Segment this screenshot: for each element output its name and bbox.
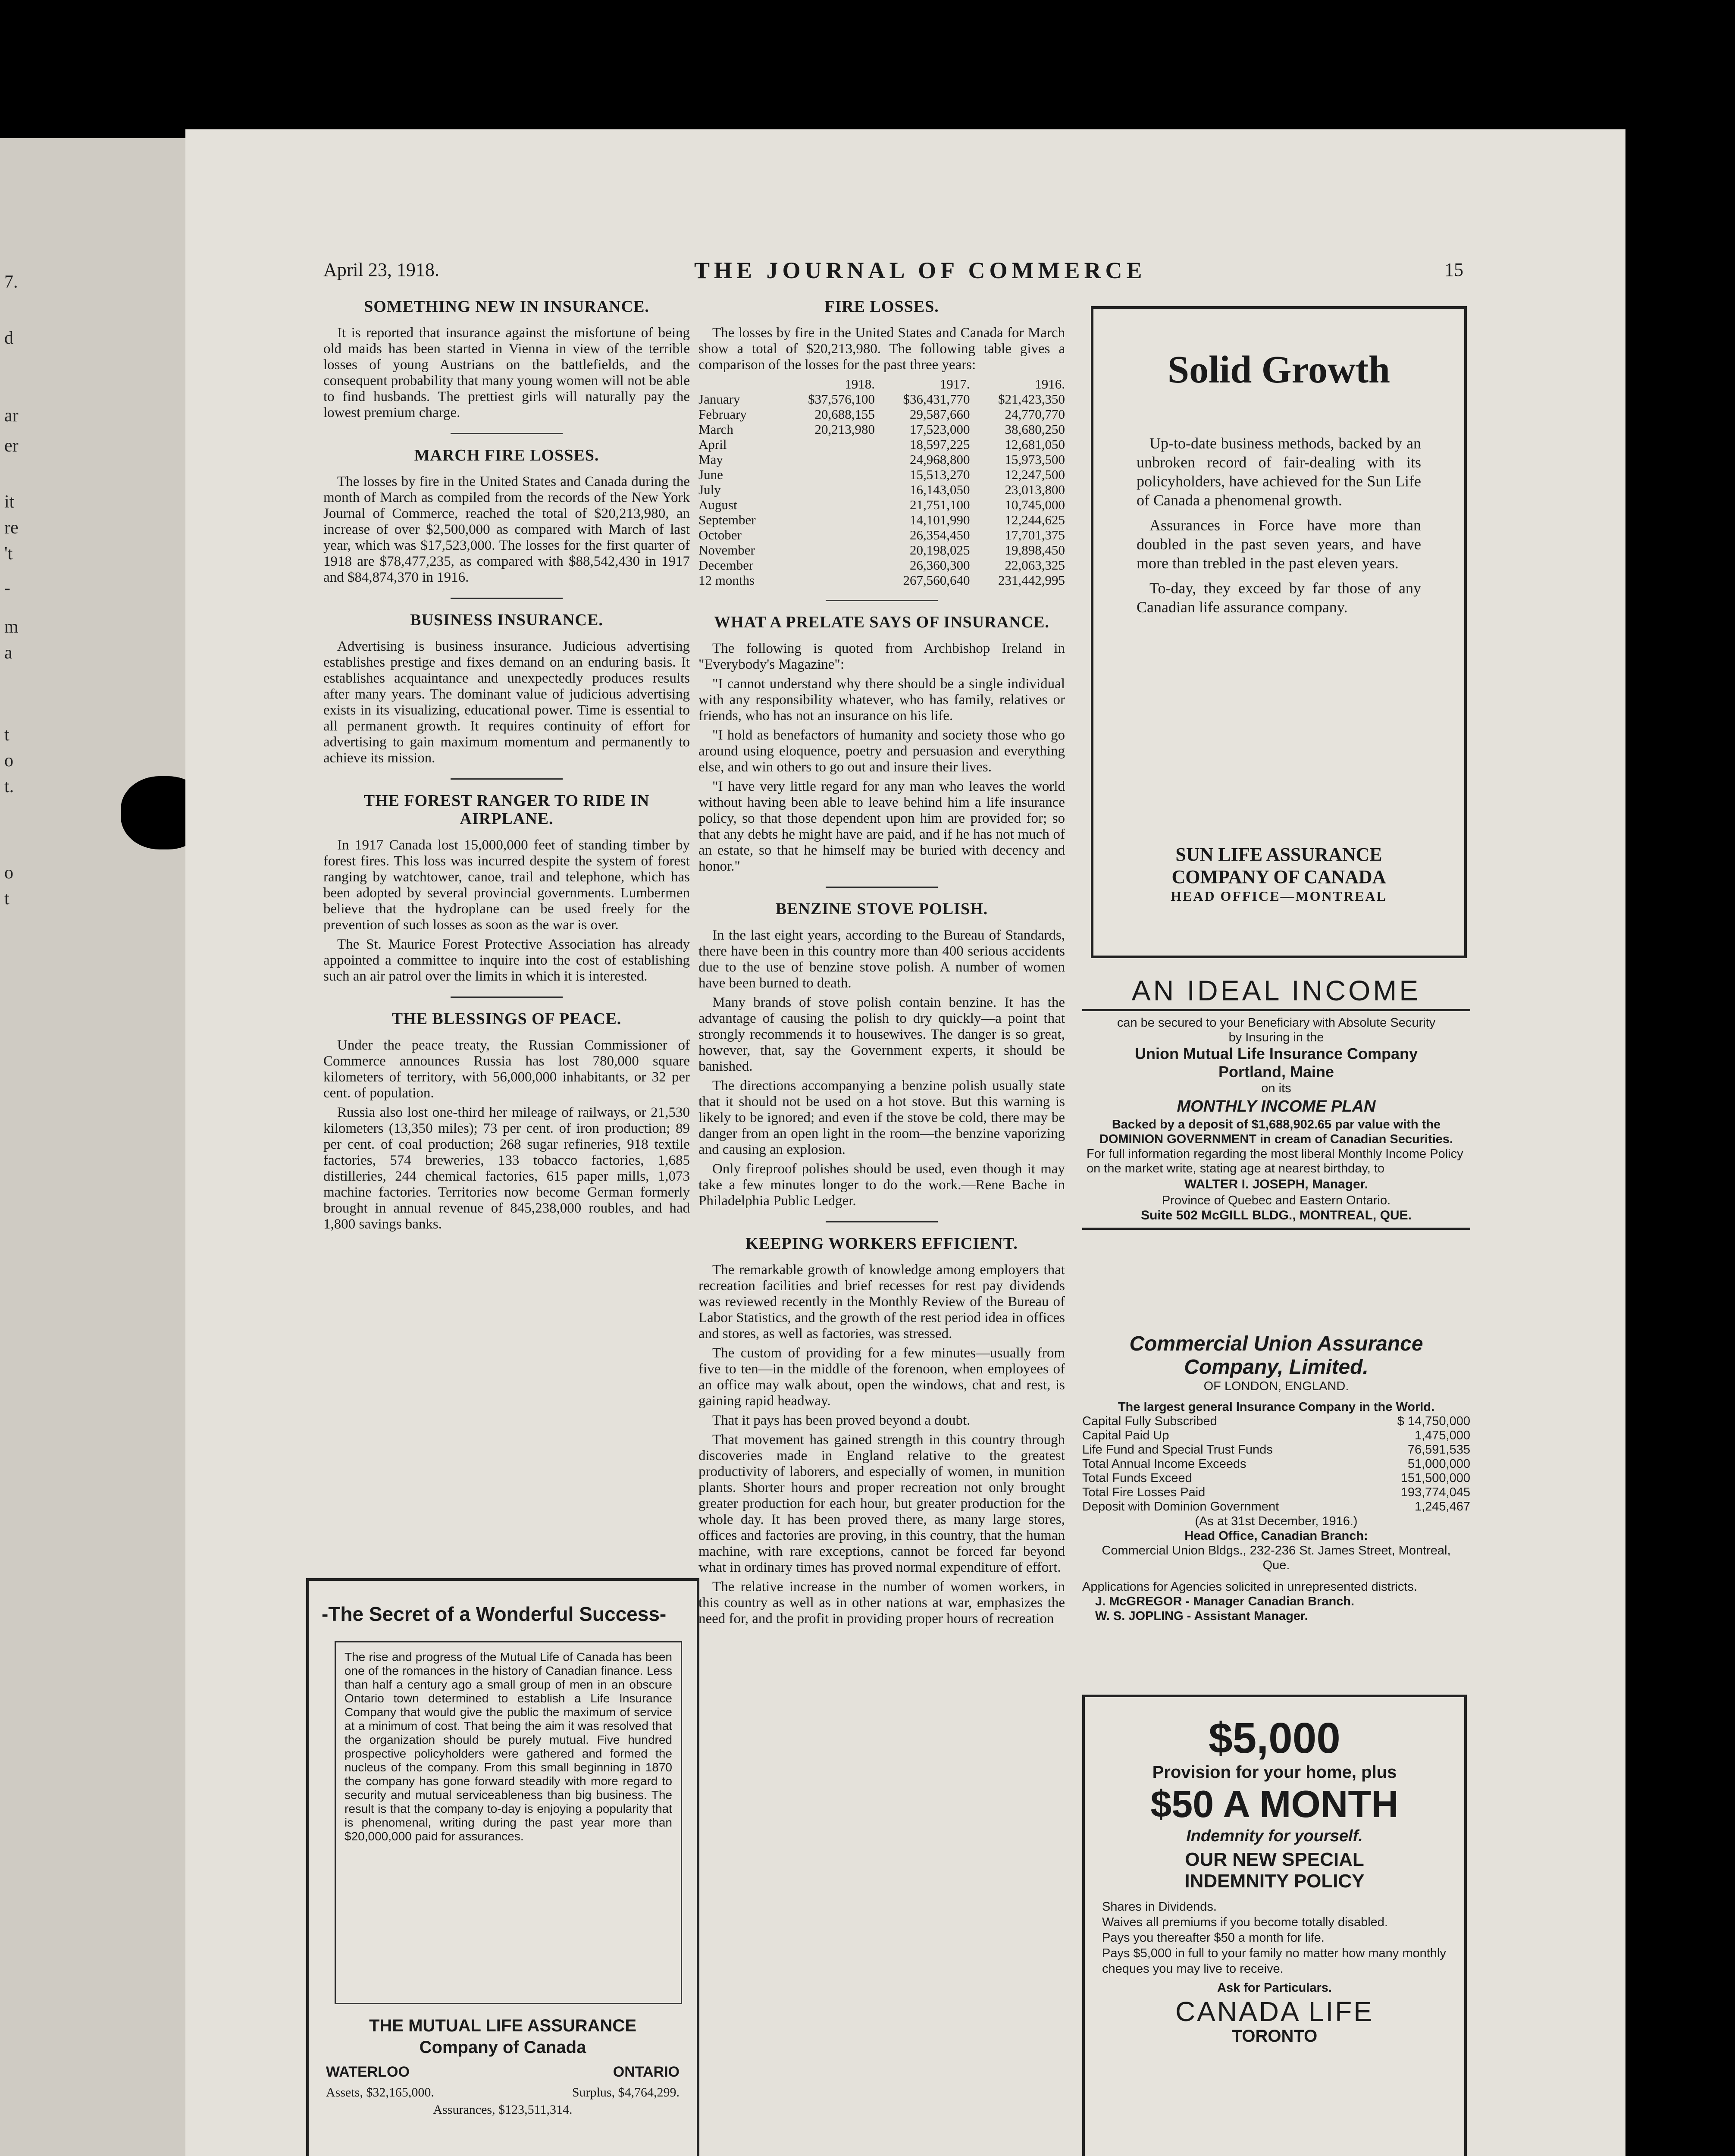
ad-body bbox=[1137, 434, 1421, 623]
table-cell-value bbox=[780, 558, 875, 573]
article-text: The losses by fire in the United States and Canada during the month of March as compiled from the records of the New York Journal of Commerce, reached the total of $20,213,980, an increase of over $2,500,000 as compared with March of last year, which was $17,523,000. The losses for the first quarter of 1918 are $78,477,235, as compared with $88,542,430 in 1917 and $84,874,370 in 1916. bbox=[323, 474, 690, 585]
table-row bbox=[698, 558, 1065, 573]
left-page-text-fragment: t bbox=[4, 889, 9, 909]
table-cell-value: 151,500,000 bbox=[1400, 1471, 1470, 1485]
ad-body-text: The rise and progress of the Mutual Life of Canada has been one of the romances in the history of Canadian finance. Less than half a century ago a small group of men in an obscure Ontario town determined to establish a Life Insurance Company that would give the public the maximum of service at a minimum of cost. That being the aim it was resolved that the organization should be purely mutual. Five hundred prospective policyholders were gathered and formed the nucleus of the company. From this small beginning in 1870 the company has gone forward steadily with more regard to security and mutual serviceableness than big business. The result is that the company to-day is enjoying a popularity that is phenomenal, writing during the past year more than $20,000,000 paid for assurances. bbox=[344, 1650, 672, 1843]
table-cell-value: 26,354,450 bbox=[910, 527, 970, 542]
ad-headline-2: $50 A MONTH bbox=[1150, 1783, 1399, 1825]
ad-line: For full information regarding the most liberal Monthly Income Policy on the market write, stating age at nearest birthday, to bbox=[1087, 1147, 1463, 1175]
ad-paragraph: Assurances in Force have more than doubled in the past seven years, and have more than trebled in the past eleven years. bbox=[1137, 517, 1421, 572]
ad-paragraph: To-day, they exceed by far those of any Canadian life assurance company. bbox=[1137, 580, 1421, 616]
table-cell-value: 76,591,535 bbox=[1407, 1443, 1470, 1457]
left-page-text-fragment: 't bbox=[4, 544, 13, 564]
article-title: BENZINE STOVE POLISH. bbox=[775, 900, 988, 918]
table-cell-month: April bbox=[698, 437, 727, 452]
table-cell-label: Life Fund and Special Trust Funds bbox=[1082, 1443, 1273, 1457]
company-assets: Assets, $32,165,000. bbox=[326, 2085, 434, 2100]
article-title: THE FOREST RANGER TO RIDE IN AIRPLANE. bbox=[363, 792, 650, 828]
article-text: "I hold as benefactors of humanity and society those who go around using eloquence, poetry and persuasion and everything else, and win others to go out and insure their lives. bbox=[698, 727, 1065, 775]
article-title: KEEPING WORKERS EFFICIENT. bbox=[745, 1235, 1018, 1253]
ad-headline: Commercial Union Assurance bbox=[1129, 1332, 1423, 1355]
article-text: The directions accompanying a benzine polish usually state that it should not be used on a hot stove. But this warning is likely to be ignored; and even if the stove be cold, there may be danger from an open light in the room—the benzine vaporizing and causing an explosion. bbox=[698, 1078, 1065, 1157]
table-cell-value: 51,000,000 bbox=[1407, 1457, 1470, 1471]
table-cell-value: 15,973,500 bbox=[1005, 452, 1065, 467]
divider bbox=[451, 997, 563, 998]
column-2 bbox=[698, 298, 1065, 1630]
ad-line: Applications for Agencies solicited in unrepresented districts. bbox=[1082, 1580, 1417, 1594]
table-cell-value: 267,560,640 bbox=[903, 573, 970, 588]
table-cell-value: 193,774,045 bbox=[1400, 1485, 1470, 1499]
union-mutual-ad bbox=[1082, 975, 1470, 1230]
ad-headline-line2: Company, Limited. bbox=[1184, 1356, 1369, 1379]
table-row bbox=[1082, 1457, 1470, 1471]
ad-line: Pays you thereafter $50 a month for life. bbox=[1102, 1931, 1325, 1945]
column-1 bbox=[323, 298, 690, 1236]
divider bbox=[451, 433, 563, 434]
table-row bbox=[698, 497, 1065, 512]
company-assurances: Assurances, $123,511,314. bbox=[433, 2103, 573, 2117]
table-cell-value: 16,143,050 bbox=[910, 482, 970, 497]
table-cell-value bbox=[780, 512, 875, 527]
ad-headline: Solid Growth bbox=[1168, 348, 1390, 391]
table-cell-label: Total Funds Exceed bbox=[1082, 1471, 1192, 1485]
ad-line: Head Office, Canadian Branch: bbox=[1184, 1529, 1368, 1543]
sun-life-ad bbox=[1091, 306, 1467, 958]
table-cell-value bbox=[780, 542, 875, 558]
left-page-text-fragment: t. bbox=[4, 777, 14, 796]
divider bbox=[451, 778, 563, 780]
table-row bbox=[1082, 1485, 1470, 1500]
table-row bbox=[698, 422, 1065, 437]
table-cell-value: 10,745,000 bbox=[1005, 497, 1065, 512]
table-row bbox=[698, 452, 1065, 467]
table-cell-value: 1,245,467 bbox=[1414, 1500, 1470, 1514]
ad-subtitle: OF LONDON, ENGLAND. bbox=[1203, 1379, 1349, 1393]
article-title: BUSINESS INSURANCE. bbox=[410, 611, 603, 629]
left-page-text-fragment: t bbox=[4, 725, 9, 745]
article-text: It is reported that insurance against the misfortune of being old maids has been started in Vienna in view of the terrible losses of young Austrians on the battlefields, and the consequent probability that many young women will not be able to find husbands. The prettiest girls will naturally pay the lowest premium charge. bbox=[323, 325, 690, 420]
left-page-fragment bbox=[0, 138, 185, 2156]
table-cell-value bbox=[780, 527, 875, 542]
table-cell-month: November bbox=[698, 542, 755, 558]
table-cell-month: June bbox=[698, 467, 723, 482]
table-row bbox=[698, 407, 1065, 422]
table-cell-value: 26,360,300 bbox=[910, 558, 970, 573]
article-text: Advertising is business insurance. Judicious advertising establishes prestige and fixes demand on an enduring basis. It establishes acquaintance and unexpectedly produces results after many years. The dominant value of judicious advertising exists in its visualizing, educational power. Time is essential to all permanent growth. It requires continuity of effort for advertising to gain maximum momentum and permanently to achieve its mission. bbox=[323, 639, 690, 766]
table-cell-value: 14,101,990 bbox=[910, 512, 970, 527]
table-row bbox=[698, 527, 1065, 542]
table-row bbox=[698, 482, 1065, 497]
table-cell-value: 12,244,625 bbox=[1005, 512, 1065, 527]
left-page-text-fragment: er bbox=[4, 436, 19, 456]
article-text: "I cannot understand why there should be a single individual with any responsibility whatever, who has family, relatives or friends, who has not an insurance on his life. bbox=[698, 676, 1065, 724]
table-row bbox=[1082, 1471, 1470, 1485]
table-cell-value bbox=[780, 437, 875, 452]
table-cell-value: 12,247,500 bbox=[1005, 467, 1065, 482]
logo-line: COMPANY OF CANADA bbox=[1171, 866, 1386, 887]
column-header: 1917. bbox=[940, 376, 970, 392]
table-cell-value: 18,597,225 bbox=[910, 437, 970, 452]
company-surplus: Surplus, $4,764,299. bbox=[572, 2085, 680, 2100]
table-cell-month: December bbox=[698, 558, 754, 573]
article-text: "I have very little regard for any man who leaves the world without having been able to leave behind him a life insurance policy, so that those dependent upon him are provided for; so that any debts he might have are paid, and if he has not much of an estate, so that he himself may be buried with decency and honor." bbox=[698, 779, 1065, 874]
article-title: FIRE LOSSES. bbox=[824, 298, 939, 316]
table-cell-value: $ 14,750,000 bbox=[1397, 1414, 1470, 1428]
article-text: Under the peace treaty, the Russian Commissioner of Commerce announces Russia has lost 780,000 square kilometers of territory, with 56,000,000 inhabitants, or 32 per cent. of population. bbox=[323, 1037, 690, 1101]
ad-line: Provision for your home, plus bbox=[1152, 1763, 1397, 1782]
article-text: The St. Maurice Forest Protective Association has already appointed a committee to inquire into the cost of establishing such an air patrol over the limits in which it is interested. bbox=[323, 937, 690, 984]
ad-line: J. McGREGOR - Manager Canadian Branch. bbox=[1095, 1595, 1355, 1608]
company-name: CANADA LIFE bbox=[1175, 1996, 1374, 2027]
table-cell-month: May bbox=[698, 452, 723, 467]
table-cell-value: 22,063,325 bbox=[1005, 558, 1065, 573]
masthead-title: THE JOURNAL OF COMMERCE bbox=[694, 257, 1146, 283]
table-cell-value: 21,751,100 bbox=[910, 497, 970, 512]
table-cell-value: 24,968,800 bbox=[910, 452, 970, 467]
table-row bbox=[1082, 1443, 1470, 1457]
left-page-text-fragment: o bbox=[4, 863, 13, 883]
divider bbox=[826, 887, 938, 888]
left-page-text-fragment: ar bbox=[4, 406, 19, 426]
table-cell-label: Capital Paid Up bbox=[1082, 1429, 1169, 1442]
ad-line: The largest general Insurance Company in the World. bbox=[1118, 1400, 1435, 1414]
article-text: Only fireproof polishes should be used, even though it may take a few minutes longer to do the work.—Rene Bache in Philadelphia Public Ledger. bbox=[698, 1161, 1065, 1209]
table-cell-label: Total Fire Losses Paid bbox=[1082, 1485, 1206, 1499]
table-cell-value: 231,442,995 bbox=[998, 573, 1065, 588]
table-cell-value: 24,770,770 bbox=[1005, 407, 1065, 422]
table-cell-value: 38,680,250 bbox=[1005, 422, 1065, 437]
column-header bbox=[698, 376, 780, 392]
table-cell-value: $21,423,350 bbox=[998, 392, 1065, 407]
table-cell-month: October bbox=[698, 527, 742, 542]
left-page-text-fragment: 7. bbox=[4, 272, 18, 292]
table-cell-value: 12,681,050 bbox=[1005, 437, 1065, 452]
company-city: TORONTO bbox=[1231, 2027, 1318, 2046]
table-cell-value: $37,576,100 bbox=[808, 392, 875, 407]
canada-life-ad bbox=[1082, 1695, 1467, 2156]
ad-line: Waives all premiums if you become totally disabled. bbox=[1102, 1915, 1388, 1929]
ad-line: Indemnity for yourself. bbox=[1186, 1827, 1363, 1845]
table-cell-value: 15,513,270 bbox=[910, 467, 970, 482]
ad-line: Backed by a deposit of $1,688,902.65 par value with the DOMINION GOVERNMENT in cream of Canadian Securities. bbox=[1099, 1118, 1453, 1146]
ad-line: Pays $5,000 in full to your family no matter how many monthly cheques you may live to receive. bbox=[1102, 1946, 1446, 1976]
table-row bbox=[1082, 1500, 1470, 1514]
table-cell-value: 20,688,155 bbox=[814, 407, 875, 422]
table-cell-value bbox=[780, 573, 875, 588]
article-text: Russia also lost one-third her mileage of railways, or 21,530 kilometers (13,350 miles); 73 per cent. of iron production; 89 per cent. of coal production; 268 sugar refineries, 918 textile factories, 574 breweries, 133 tobacco factories, 1,685 distilleries, 244 chemical factories, 615 paper mills, 1,073 machine factories. Territories now become German formerly brought in annual revenue of 845,238,000 roubles, and had 1,800 savings banks. bbox=[323, 1105, 690, 1232]
issue-date: April 23, 1918. bbox=[323, 259, 439, 280]
ad-line: can be secured to your Beneficiary with Absolute Security by Insuring in the bbox=[1117, 1016, 1436, 1044]
left-page-text-fragment: - bbox=[4, 578, 10, 598]
ad-line: Ask for Particulars. bbox=[1217, 1981, 1332, 1995]
page-number: 15 bbox=[1444, 259, 1463, 280]
table-cell-label: Total Annual Income Exceeds bbox=[1082, 1457, 1246, 1471]
table-cell-value: 20,198,025 bbox=[910, 542, 970, 558]
table-row bbox=[698, 512, 1065, 527]
table-cell-label: Deposit with Dominion Government bbox=[1082, 1500, 1279, 1514]
ad-line: Province of Quebec and Eastern Ontario. bbox=[1162, 1194, 1391, 1207]
article-text: Many brands of stove polish contain benzine. It has the advantage of causing the polish to dry quickly—a point that strongly recommends it to housewives. The danger is so great, however, that, say the Government experts, it should be banished. bbox=[698, 995, 1065, 1074]
table-row bbox=[698, 467, 1065, 482]
table-cell-value: 29,587,660 bbox=[910, 407, 970, 422]
table-cell-value bbox=[780, 482, 875, 497]
table-cell-value bbox=[780, 497, 875, 512]
logo-line: SUN LIFE ASSURANCE bbox=[1175, 844, 1382, 865]
left-page-text-fragment: a bbox=[4, 643, 13, 663]
ad-benefits bbox=[1085, 1895, 1464, 1977]
logo-line: HEAD OFFICE—MONTREAL bbox=[1171, 888, 1387, 904]
table-cell-month: January bbox=[698, 392, 740, 407]
table-cell-month: 12 months bbox=[698, 573, 755, 588]
ad-line: Shares in Dividends. bbox=[1102, 1900, 1217, 1914]
table-cell-value: $36,431,770 bbox=[903, 392, 970, 407]
article-text: In 1917 Canada lost 15,000,000 feet of standing timber by forest fires. This loss was incurred despite the system of forest ranging by watchtower, canoe, trail and telephone, which has been adopted by several provincial governments. Lumbermen believe that the hydroplane can be used freely for the prevention of such losses as soon as the war is over. bbox=[323, 837, 690, 933]
financial-table bbox=[1082, 1414, 1470, 1514]
left-page-text-fragment: re bbox=[4, 518, 19, 538]
table-cell-value: 1,475,000 bbox=[1414, 1429, 1470, 1442]
ad-headline: -The Secret of a Wonderful Success- bbox=[322, 1603, 667, 1625]
ad-line: on its bbox=[1261, 1081, 1291, 1095]
table-row bbox=[698, 437, 1065, 452]
mutual-life-ad bbox=[306, 1578, 699, 2156]
table-cell-month: August bbox=[698, 497, 737, 512]
table-cell-label: Capital Fully Subscribed bbox=[1082, 1414, 1217, 1428]
ad-line: Commercial Union Bldgs., 232-236 St. James Street, Montreal, Que. bbox=[1102, 1544, 1451, 1572]
table-row bbox=[1082, 1429, 1470, 1443]
table-row bbox=[1082, 1414, 1470, 1429]
article-text: That it pays has been proved beyond a doubt. bbox=[712, 1413, 971, 1428]
article-text: The relative increase in the number of women workers, in this country as well as in other nations at war, emphasizes the need for, and the profit in providing proper hours of recreation bbox=[698, 1579, 1065, 1626]
sun-life-logo bbox=[1093, 843, 1464, 904]
table-header-row bbox=[698, 376, 1065, 392]
article-text: That movement has gained strength in this country through discoveries made in England relative to the greatest productivity of laborers, and especially of women, in munition plants. Shorter hours and proper recreation not only brought greater production for each hour, but greater production for the whole day. It has been proved there, as many large stores, offices and factories are proving, in this country, that the human machine, with rare exceptions, cannot be forced far beyond what in ordinary times has proved normal expenditure of effort. bbox=[698, 1432, 1065, 1575]
ad-paragraph: Up-to-date business methods, backed by an unbroken record of fair-dealing with its policyholders, have achieved for the Sun Life of Canada a phenomenal growth. bbox=[1137, 435, 1421, 509]
ad-line: W. S. JOPLING - Assistant Manager. bbox=[1095, 1609, 1308, 1623]
article-text: The following is quoted from Archbishop Ireland in "Everybody's Magazine": bbox=[698, 641, 1065, 672]
divider bbox=[826, 1221, 938, 1222]
table-cell-month: March bbox=[698, 422, 733, 437]
column-header: 1918. bbox=[845, 376, 875, 392]
company-name: THE MUTUAL LIFE ASSURANCE bbox=[369, 2016, 636, 2035]
left-page-text-fragment: o bbox=[4, 751, 13, 771]
table-cell-value: 17,701,375 bbox=[1005, 527, 1065, 542]
article-title: THE BLESSINGS OF PEACE. bbox=[391, 1010, 622, 1028]
table-cell-value bbox=[780, 467, 875, 482]
left-page-text-fragment: d bbox=[4, 328, 13, 348]
table-cell-value: 20,213,980 bbox=[814, 422, 875, 437]
ad-line: OUR NEW SPECIAL INDEMNITY POLICY bbox=[1184, 1849, 1365, 1892]
table-cell-value: 23,013,800 bbox=[1005, 482, 1065, 497]
table-cell-value: 19,898,450 bbox=[1005, 542, 1065, 558]
article-title: WHAT A PRELATE SAYS OF INSURANCE. bbox=[714, 613, 1049, 631]
table-cell-month: September bbox=[698, 512, 756, 527]
table-cell-value bbox=[780, 452, 875, 467]
table-cell-value: 17,523,000 bbox=[910, 422, 970, 437]
commercial-union-ad bbox=[1082, 1332, 1470, 1623]
table-row bbox=[698, 573, 1065, 588]
company-city: WATERLOO bbox=[326, 2064, 410, 2080]
company-name-line2: Company of Canada bbox=[419, 2038, 586, 2057]
left-page-text-fragment: it bbox=[4, 492, 15, 512]
article-title: SOMETHING NEW IN INSURANCE. bbox=[364, 298, 649, 316]
divider bbox=[826, 600, 938, 601]
article-text: The custom of providing for a few minutes—usually from five to ten—in the middle of the forenoon, when employees of an office may walk about, open the windows, chat and rest, is gaining rapid headway. bbox=[698, 1345, 1065, 1409]
table-row bbox=[698, 392, 1065, 407]
ad-headline: AN IDEAL INCOME bbox=[1082, 975, 1470, 1011]
article-title: MARCH FIRE LOSSES. bbox=[414, 446, 599, 464]
table-cell-month: July bbox=[698, 482, 721, 497]
ad-line: Suite 502 McGILL BLDG., MONTREAL, QUE. bbox=[1082, 1208, 1470, 1230]
ad-line: Union Mutual Life Insurance Company bbox=[1134, 1045, 1418, 1062]
article-text: In the last eight years, according to the Bureau of Standards, there have been in this country more than 400 serious accidents due to the use of benzine stove polish. A number of women have been burned to death. bbox=[698, 928, 1065, 991]
table-row bbox=[698, 542, 1065, 558]
company-province: ONTARIO bbox=[613, 2064, 680, 2080]
left-page-text-fragment: m bbox=[4, 617, 19, 637]
ad-line: (As at 31st December, 1916.) bbox=[1195, 1514, 1358, 1528]
ad-line: WALTER I. JOSEPH, Manager. bbox=[1184, 1177, 1369, 1191]
ad-inner-box bbox=[335, 1641, 682, 2004]
divider bbox=[451, 598, 563, 599]
column-header: 1916. bbox=[1035, 376, 1065, 392]
table-cell-month: February bbox=[698, 407, 747, 422]
article-text: The remarkable growth of knowledge among employers that recreation facilities and brief recesses for rest pay dividends was reviewed recently in the Monthly Review of the Bureau of Labor Statistics, and the growth of the rest period idea in offices and stores, as well as factories, was stressed. bbox=[698, 1262, 1065, 1341]
ad-line: Portland, Maine bbox=[1218, 1063, 1334, 1081]
fire-losses-table bbox=[698, 376, 1065, 588]
article-text: The losses by fire in the United States and Canada for March show a total of $20,213,980. The following table gives a comparison of the losses for the past three years: bbox=[698, 325, 1065, 373]
newspaper-page bbox=[185, 129, 1625, 2156]
ad-line: MONTHLY INCOME PLAN bbox=[1177, 1097, 1376, 1116]
ad-headline: $5,000 bbox=[1209, 1714, 1340, 1762]
